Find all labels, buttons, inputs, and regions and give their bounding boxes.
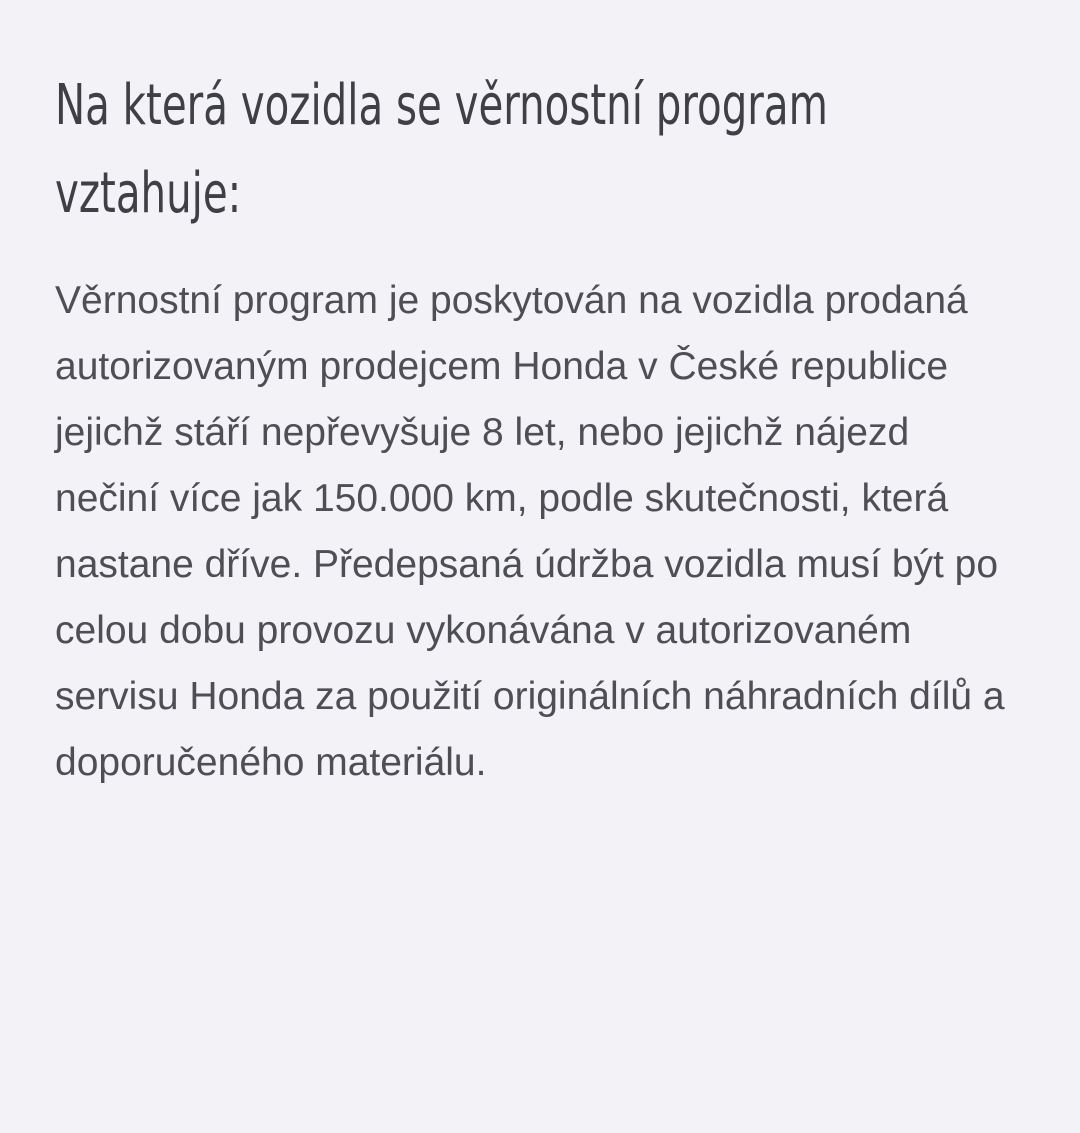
loyalty-program-section — [55, 62, 1025, 784]
section-heading: Na která vozidla se věrnostní program vztahuje: — [55, 73, 828, 226]
section-body-text: Věrnostní program je poskytován na vozidla prodaná autorizovaným prodejcem Honda v České republice jejichž stáří nepřevyšuje 8 let, nebo jejichž nájezd nečiní více jak 150.000 km, podle skutečnosti, která nastane dříve. Předepsaná údržba vozidla musí být po celou dobu provozu vykonávána v autorizovaném servisu Honda za použití originálních náhradních dílů a doporučeného materiálu. — [55, 279, 1005, 784]
